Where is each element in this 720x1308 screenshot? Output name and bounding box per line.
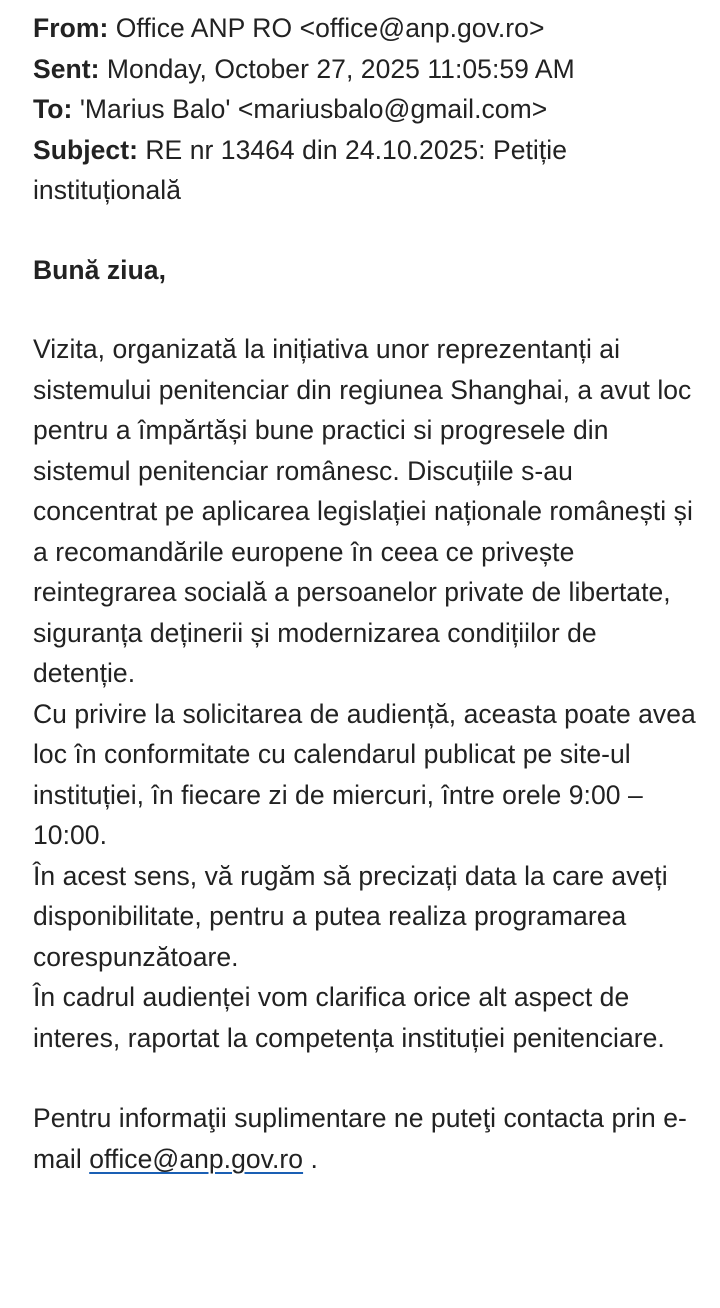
- subject-label: Subject:: [33, 134, 138, 165]
- sent-line: [33, 49, 703, 90]
- sent-value: Monday, October 27, 2025 11:05:59 AM: [106, 53, 575, 84]
- from-value: Office ANP RO <office@anp.gov.ro>: [115, 13, 545, 43]
- email-body: [33, 329, 703, 1058]
- email-message: [33, 8, 703, 1179]
- body-paragraph: Vizita, organizată la inițiativa unor reprezentanți ai sistemului penitenciar din regiunea Shanghai, a avut loc pentru a împărtăși bune practici si progresele din sistemul penitenciar românesc. Discuțiile s-au concentrat pe aplicarea legislației naționale românești și a recomandările europene în ceea ce privește reintegrarea socială a persoanelor private de libertate, siguranța deținerii și modernizarea condițiilor de detenție.: [33, 334, 693, 688]
- footer-text: Pentru informaţii suplimentare ne puteţi contacta prin e-mail: [33, 1103, 687, 1174]
- greeting: Bună ziua,: [33, 254, 167, 285]
- contact-footer: [33, 1098, 703, 1179]
- body-paragraph: În acest sens, vă rugăm să precizați data la care aveți disponibilitate, pentru a putea realiza programarea corespunzătoare.: [33, 860, 668, 972]
- email-headers: [33, 8, 703, 211]
- from-line: [33, 8, 703, 49]
- to-line: [33, 89, 703, 130]
- body-paragraph: Cu privire la solicitarea de audiență, aceasta poate avea loc în conformitate cu calendarul publicat pe site-ul instituției, în fiecare zi de miercuri, între orele 9:00 – 10:00.: [33, 698, 696, 850]
- from-label: From:: [33, 13, 109, 43]
- subject-line: [33, 130, 703, 211]
- to-label: To:: [33, 94, 73, 124]
- sent-label: Sent:: [33, 53, 100, 84]
- footer-trailing: .: [303, 1143, 318, 1174]
- to-value: 'Marius Balo' <mariusbalo@gmail.com>: [79, 94, 548, 124]
- office-email-link[interactable]: office@anp.gov.ro: [89, 1143, 304, 1174]
- body-paragraph: În cadrul audienței vom clarifica orice alt aspect de interes, raportat la competența instituției penitenciare.: [33, 982, 665, 1053]
- subject-value: RE nr 13464 din 24.10.2025: Petiție instituțională: [33, 134, 568, 205]
